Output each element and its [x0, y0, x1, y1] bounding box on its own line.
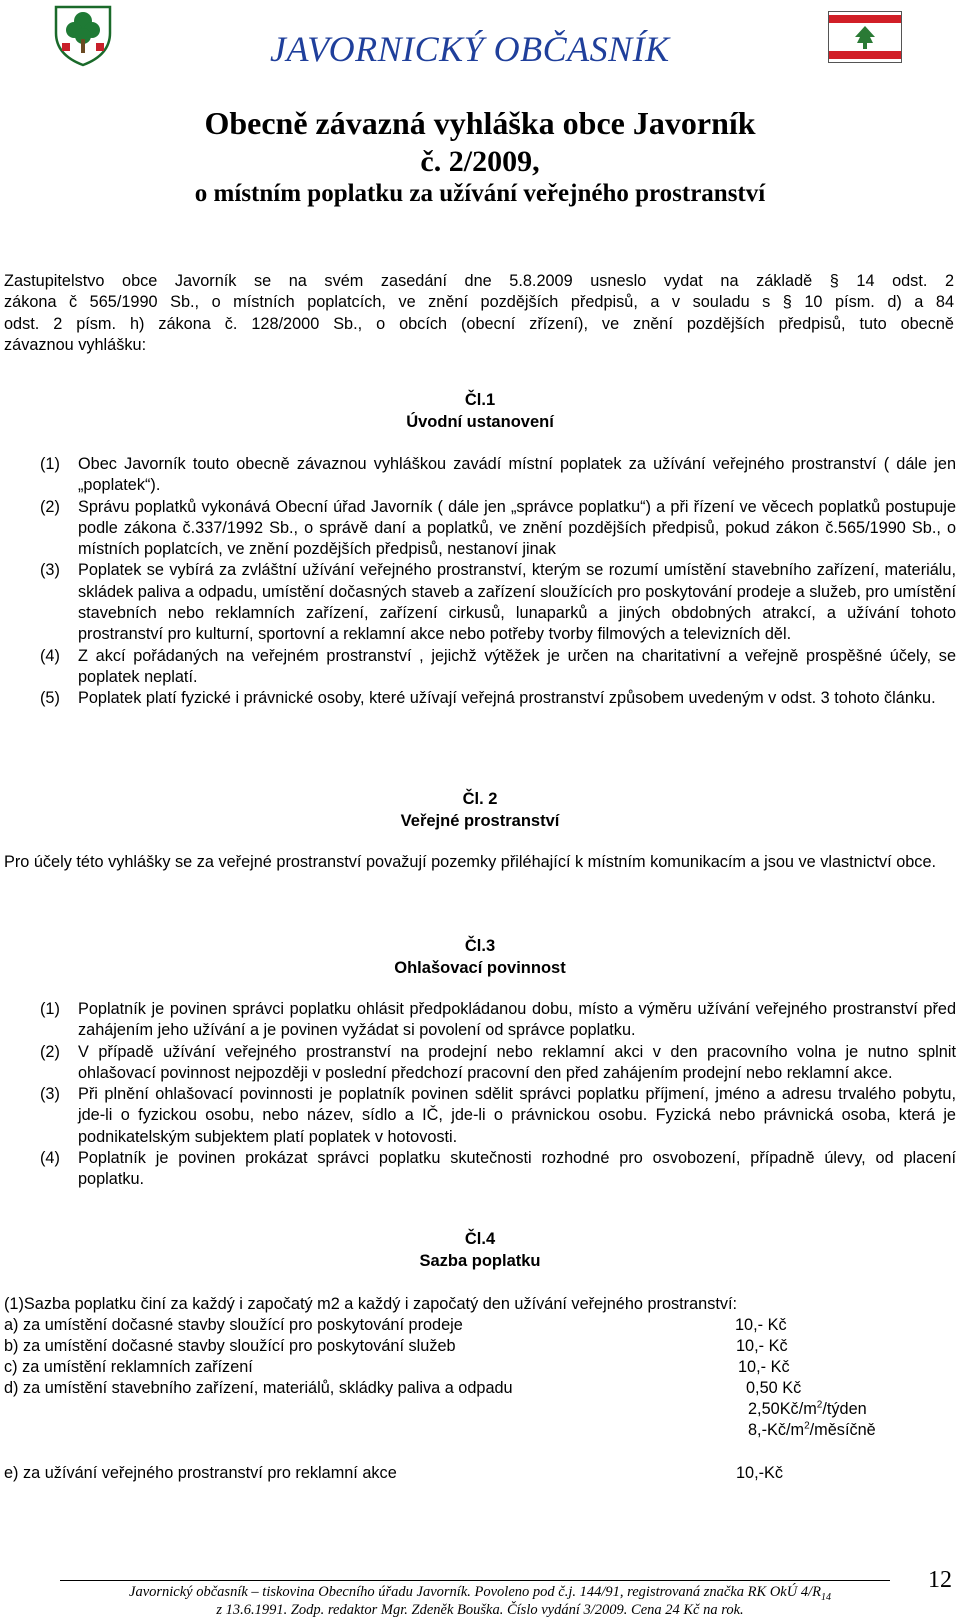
page-number: 12: [928, 1567, 952, 1593]
intro-line: Zastupitelstvo obce Javorník se na svém zasedání dne 5.8.2009 usneslo vydat na základě § 14 odst. 2: [4, 272, 954, 290]
article-3-items: [40, 999, 956, 1191]
item-number: (3): [40, 1085, 60, 1104]
intro-line: odst. 2 písm. h) zákona č. 128/2000 Sb., o obcích (obecní zřízení), ve znění pozdějších předpisů, tuto obecně: [4, 314, 954, 333]
list-item: [40, 1148, 956, 1191]
article-3-number: Čl.3: [464, 937, 496, 955]
item-text: Správu poplatků vykonává Obecní úřad Javorník ( dále jen „správce poplatku“) a při řízení ve věcech poplatků postupuje podle zákona č.337/1992 Sb., o správě daní a poplatků, ve znění pozdějších předpisů, pokud zákon č.565/1990 Sb., o místních poplatcích, ve znění pozdějších předpisů, nestanoví jinak: [78, 497, 956, 559]
list-item: [40, 1042, 956, 1085]
fee-row-label: a) za umístění dočasné stavby sloužící pro poskytování prodeje: [4, 1316, 463, 1334]
item-number: (1): [40, 455, 60, 473]
fee-row-label: e) za užívání veřejného prostranství pro reklamní akce: [4, 1464, 397, 1482]
item-number: (4): [40, 1149, 60, 1168]
article-4-number: Čl.4: [464, 1230, 496, 1248]
coat-of-arms-logo: [50, 3, 116, 67]
document-title: Obecně závazná vyhláška obce Javorník: [204, 105, 756, 141]
item-text: V případě užívání veřejného prostranství na prodejní nebo reklamní akci v den pracovního volna je nutno splnit ohlašovací povinnost nejpozději v poslední předchozí pracovní den před zahájením prodejní nebo reklamní akce.: [78, 1042, 956, 1082]
fee-row-value: 10,- Kč: [738, 1358, 790, 1376]
intro-line: zákona č 565/1990 Sb., o místních poplatcích, ve znění pozdějších předpisů, a v souladu s § 10 písm. d) a 84: [4, 293, 954, 312]
article-4-title: Sazba poplatku: [419, 1252, 541, 1270]
intro-paragraph: [4, 271, 954, 356]
fee-row-label: d) za umístění stavebního zařízení, materiálů, skládky paliva a odpadu: [4, 1379, 513, 1397]
footer-line-1: Javornický občasník – tiskovina Obecního úřadu Javorník. Povoleno pod č.j. 144/91, registrovaná značka RK OkÚ $4/R_{14}$: [129, 1584, 831, 1603]
item-text: Poplatek platí fyzické i právnické osoby, které užívají veřejná prostranství způsobem uvedeným v odst. 3 tohoto článku.: [78, 689, 936, 708]
fee-monthly-rate: $8,-Kč/m^2$/měsíčně: [748, 1420, 876, 1439]
item-text: Obec Javorník touto obecně závaznou vyhláškou zavádí místní poplatek za užívání veřejného prostranství ( dále jen „poplatek“).: [78, 455, 956, 495]
document-subtitle: o místním poplatku za užívání veřejného prostranství: [194, 180, 766, 207]
fee-row-label: c) za umístění reklamních zařízení: [4, 1358, 253, 1376]
fee-lead: (1)Sazba poplatku činí za každý i započatý m2 a každý i započatý den užívání veřejného prostranství:: [4, 1295, 738, 1313]
article-2-number: Čl. 2: [462, 790, 498, 808]
item-text: Z akcí pořádaných na veřejném prostranství , jejichž výtěžek je určen na charitativní a veřejně prospěšné účely, se poplatek neplatí.: [78, 646, 956, 686]
item-number: (5): [40, 689, 60, 708]
list-item: [40, 688, 956, 709]
item-text: Poplatník je povinen prokázat správci poplatku skutečnosti rozhodné pro osvobození, případně úlevy, od placení poplatku.: [78, 1149, 956, 1189]
article-2-title: Veřejné prostranství: [400, 812, 560, 830]
footer-divider: [60, 1580, 890, 1581]
list-item: [40, 646, 956, 689]
article-1-title: Úvodní ustanovení: [406, 413, 554, 431]
fee-weekly-rate: $2,50Kč/m^2$/týden: [748, 1399, 867, 1418]
item-number: (2): [40, 1042, 60, 1061]
item-number: (4): [40, 646, 60, 665]
fee-row-value: 10,-Kč: [736, 1464, 784, 1482]
list-item: [40, 560, 956, 645]
fee-row-label: b) za umístění dočasné stavby sloužící pro poskytování služeb: [4, 1337, 456, 1355]
village-flag-logo: [828, 11, 902, 63]
item-text: Poplatek se vybírá za zvláštní užívání veřejného prostranství, kterým se rozumí umístění stavebního zařízení, materiálu, skládek paliva a odpadu, umístění dočasných staveb a zařízení sloužících pro poskytování prodeje a služeb, pro umístění stavebních nebo reklamních zařízení, zařízení cirkusů, lunaparků a jiných obdobných atrakcí, a užívání tohoto prostranství pro kulturní, sportovní a reklamní akce nebo potřeby tvorby filmových a televizních děl.: [78, 561, 956, 644]
item-text: Poplatník je povinen správci poplatku ohlásit předpokládanou dobu, místo a výměru užívání veřejného prostranství před zahájením jeho užívání a je povinen vyžádat si povolení od správce poplatku.: [78, 1000, 956, 1040]
article-2-text: Pro účely této vyhlášky se za veřejné prostranství považují pozemky přiléhající k místním komunikacím a jsou ve vlastnictví obce.: [4, 853, 937, 871]
list-item: [40, 1084, 956, 1148]
document-number: č. 2/2009,: [420, 145, 540, 178]
fee-row-value: 10,- Kč: [735, 1316, 787, 1334]
item-number: (3): [40, 561, 60, 580]
article-1-number: Čl.1: [464, 391, 496, 409]
list-item: [40, 497, 956, 561]
masthead-title: JAVORNICKÝ OBČASNÍK: [270, 29, 670, 69]
footer-line-2: z 13.6.1991. Zodp. redaktor Mgr. Zdeněk Bouška. Číslo vydání 3/2009. Cena 24 Kč na rok.: [216, 1602, 744, 1618]
article-1-items: [40, 454, 956, 710]
article-3-title: Ohlašovací povinnost: [394, 959, 566, 977]
fee-row-value: 10,- Kč: [736, 1337, 788, 1355]
item-number: (1): [40, 1000, 60, 1018]
item-number: (2): [40, 497, 60, 516]
list-item: [40, 454, 956, 497]
fee-row-value: 0,50 Kč: [746, 1379, 802, 1397]
item-text: Při plnění ohlašovací povinnosti je poplatník povinen sdělit správci poplatku příjmení, jméno a adresu trvalého pobytu, jde-li o fyzickou osobu, nebo název, sídlo a IČ, jde-li o právnickou osobu. Fyzická nebo právnická osoba, která je podnikatelským subjektem platí poplatek v hotovosti.: [78, 1085, 956, 1146]
list-item: [40, 999, 956, 1042]
intro-line: závaznou vyhlášku:: [4, 335, 147, 354]
